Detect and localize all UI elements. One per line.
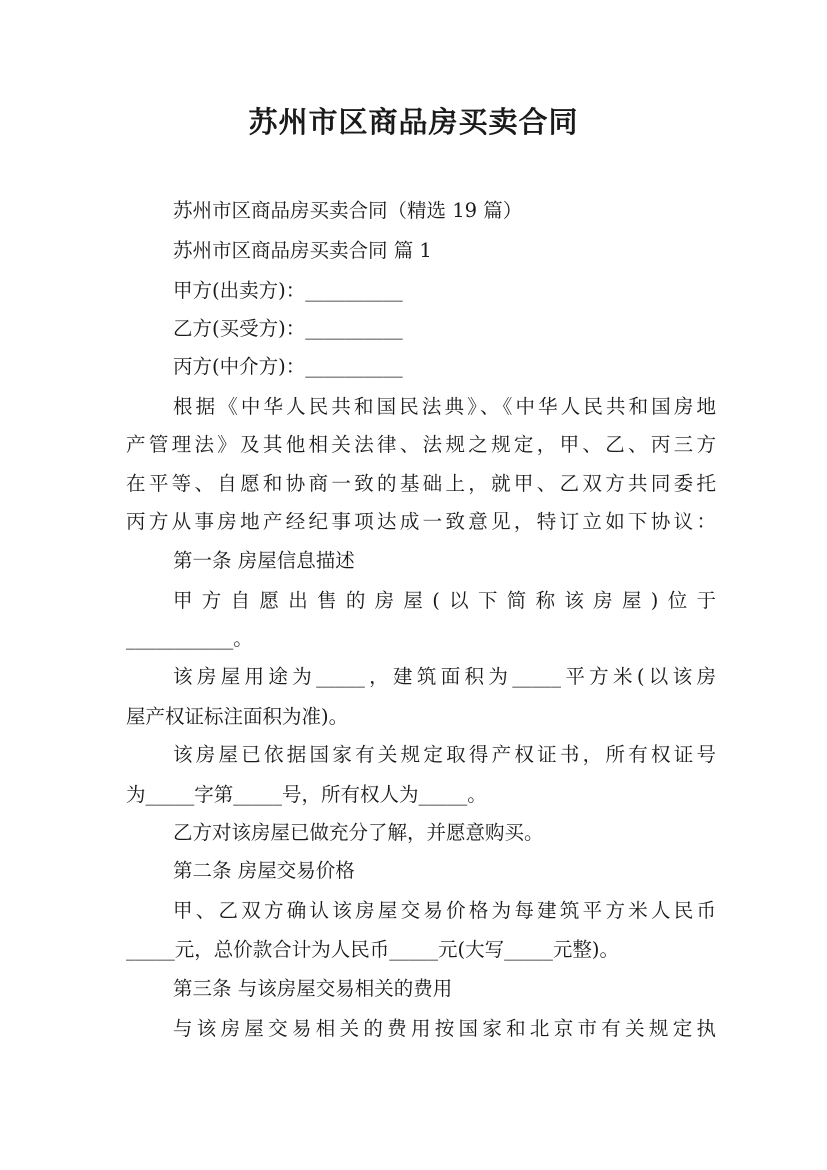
subtitle-line: 苏州市区商品房买卖合同（精选 19 篇）: [173, 199, 523, 222]
paragraph-line: 屋产权证标注面积为准)。: [126, 705, 349, 728]
section-heading: 苏州市区商品房买卖合同 篇 1: [173, 239, 432, 262]
paragraph-line: 该房屋已依据国家有关规定取得产权证书，所有权证号: [173, 743, 716, 766]
party-c-line: 丙方(中介方)：__________: [173, 355, 403, 378]
paragraph-line: 乙方对该房屋已做充分了解，并愿意购买。: [173, 821, 544, 844]
paragraph-line: 在平等、自愿和协商一致的基础上，就甲、乙双方共同委托: [126, 472, 716, 495]
paragraph-line: 甲、乙双方确认该房屋交易价格为每建筑平方米人民币: [173, 899, 716, 922]
paragraph-line: 与该房屋交易相关的费用按国家和北京市有关规定执: [173, 1017, 716, 1040]
document-title: 苏州市区商品房买卖合同: [248, 105, 579, 139]
paragraph-line: 为_____字第_____号，所有权人为_____。: [126, 783, 487, 806]
paragraph-line: 甲方自愿出售的房屋(以下简称该房屋)位于: [173, 589, 716, 612]
paragraph-line: _____元，总价款合计为人民币_____元(大写_____元整)。: [126, 938, 619, 961]
paragraph-line: 产管理法》及其他相关法律、法规之规定，甲、乙、丙三方: [126, 433, 716, 456]
article-heading: 第一条 房屋信息描述: [173, 549, 355, 572]
article-heading: 第三条 与该房屋交易相关的费用: [173, 977, 453, 1000]
party-b-line: 乙方(买受方)：__________: [173, 317, 403, 340]
paragraph-line: ___________。: [126, 627, 253, 650]
article-heading: 第二条 房屋交易价格: [173, 859, 355, 882]
paragraph-line: 根据《中华人民共和国民法典》、《中华人民共和国房地: [173, 395, 716, 418]
paragraph-line: 丙方从事房地产经纪事项达成一致意见，特订立如下协议：: [126, 510, 716, 533]
party-a-line: 甲方(出卖方)：__________: [173, 279, 403, 302]
paragraph-line: 该房屋用途为_____，建筑面积为_____平方米(以该房: [173, 665, 716, 688]
